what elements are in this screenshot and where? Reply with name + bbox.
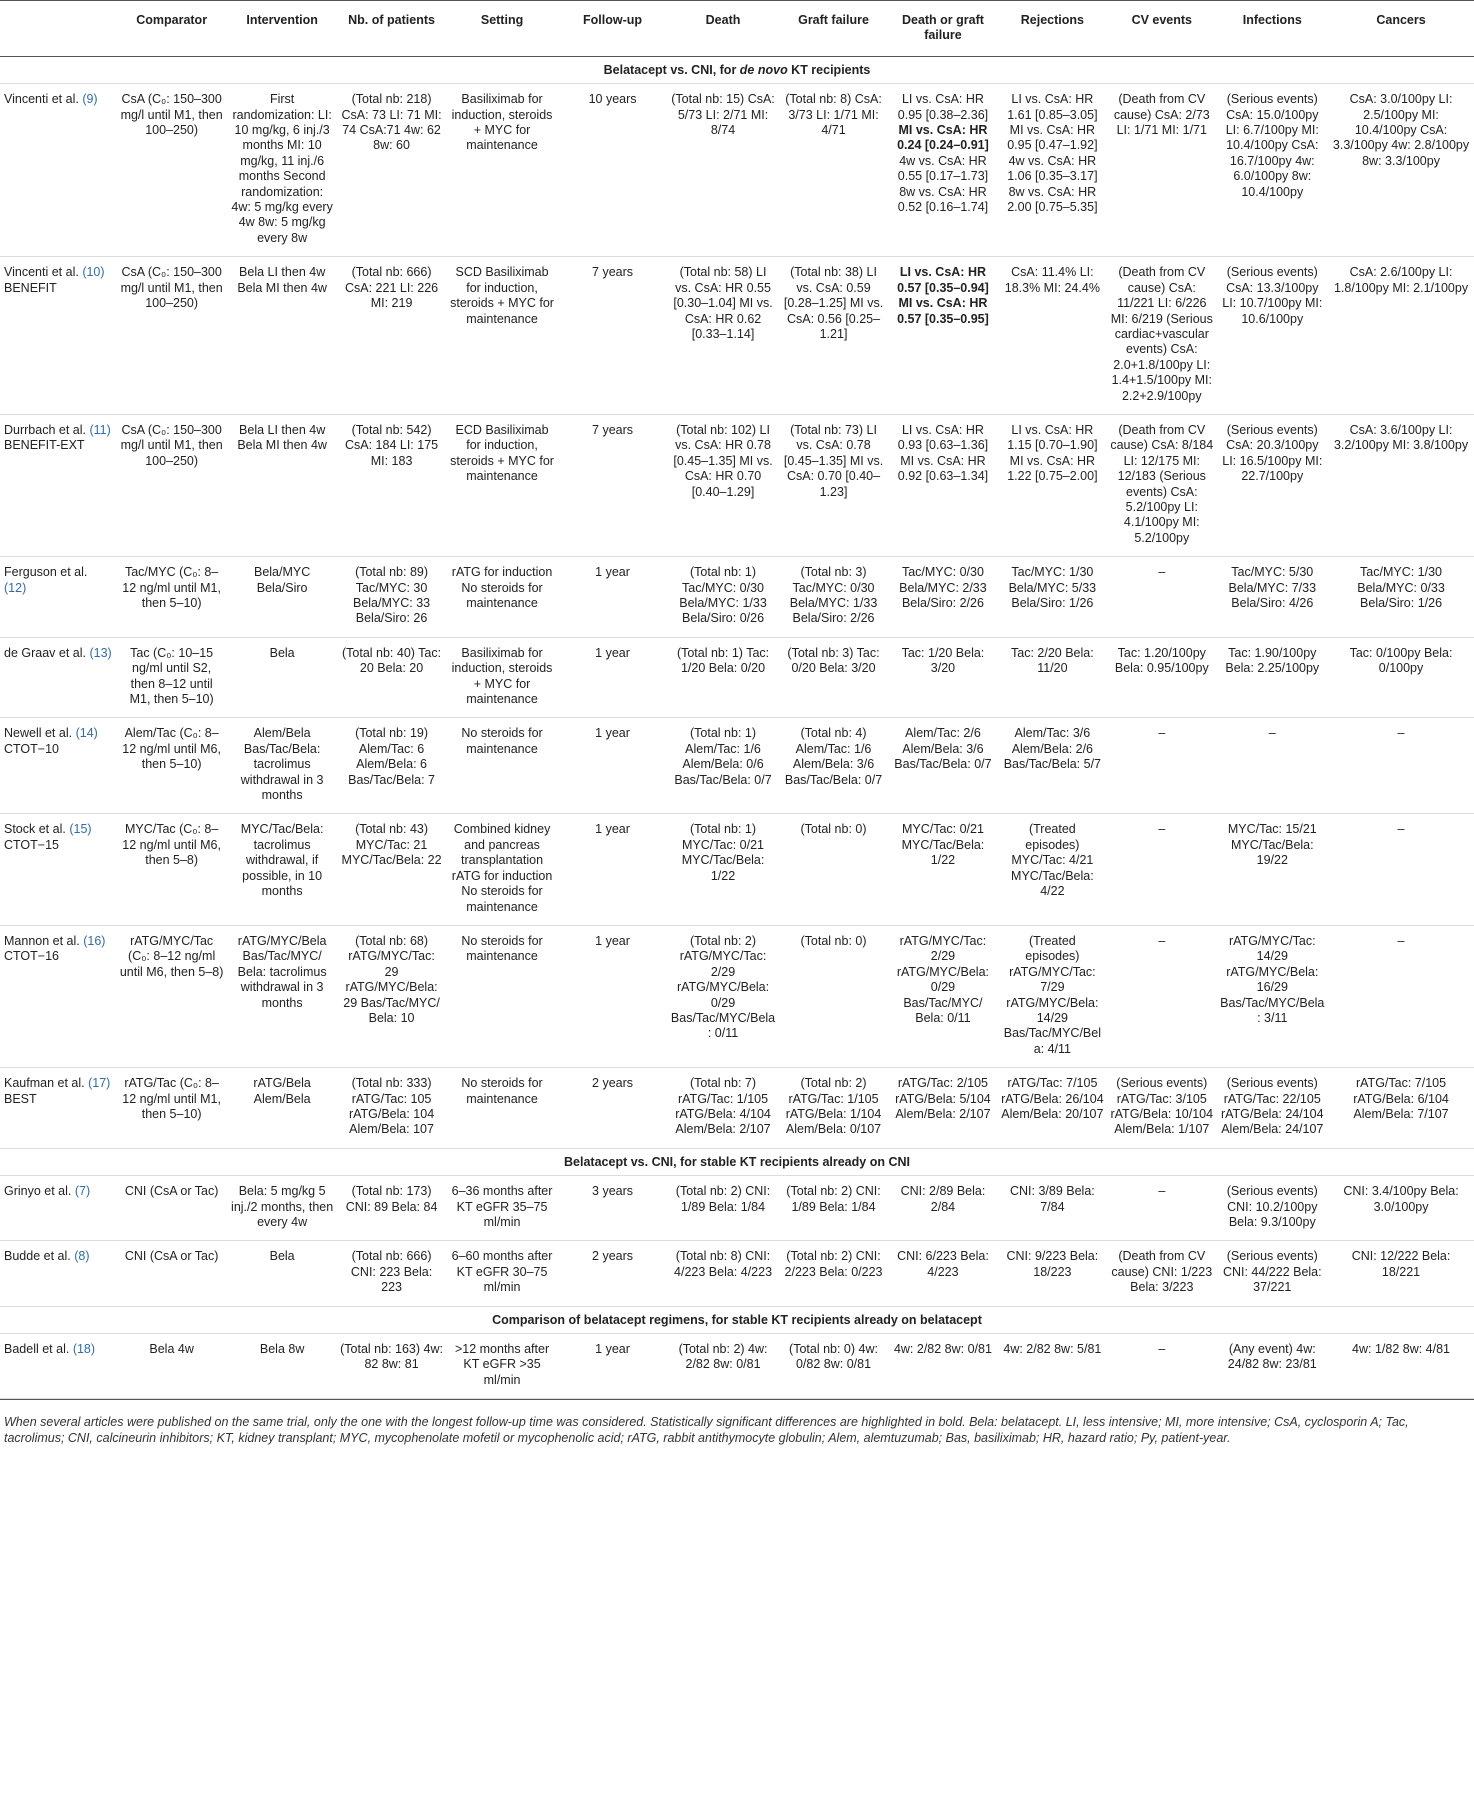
- trial-name: BEST: [4, 1091, 37, 1106]
- follow-up-cell: 1 year: [558, 925, 667, 1067]
- study-cell: [0, 637, 116, 718]
- rejections-cell: Alem/Tac: 3/6 Alem/Bela: 2/6 Bas/Tac/Bela: 5/7: [998, 718, 1107, 814]
- section-title: [0, 1148, 1474, 1175]
- cv-events-cell: Tac: 1.20/100py Bela: 0.95/100py: [1107, 637, 1216, 718]
- reference-link[interactable]: (9): [82, 92, 98, 107]
- follow-up-cell: 1 year: [558, 814, 667, 925]
- death-cell: (Total nb: 102) LI vs. CsA: HR 0.78 [0.45–1.35] MI vs. CsA: HR 0.70 [0.40–1.29]: [667, 414, 779, 556]
- table-row: [0, 925, 1474, 1067]
- reference-link[interactable]: (7): [74, 1184, 91, 1199]
- setting-cell: No steroids for maintenance: [446, 718, 558, 814]
- patients-cell: (Total nb: 40) Tac: 20 Bela: 20: [337, 637, 446, 718]
- cv-events-cell: (Death from CV cause) CNI: 1/223 Bela: 3/223: [1107, 1241, 1216, 1306]
- study-author: Badell et al.: [4, 1342, 70, 1357]
- intervention-cell: Alem/Bela Bas/Tac/Bela: tacrolimus withdrawal in 3 months: [227, 718, 336, 814]
- graft-failure-cell: (Total nb: 0): [779, 925, 888, 1067]
- cancers-cell: CNI: 3.4/100py Bela: 3.0/100py: [1328, 1176, 1474, 1241]
- follow-up-cell: 1 year: [558, 718, 667, 814]
- death-or-graft-failure-cell: Tac: 1/20 Bela: 3/20: [888, 637, 997, 718]
- death-or-graft-failure-cell: Tac/MYC: 0/30 Bela/MYC: 2/33 Bela/Siro: 2/26: [888, 557, 997, 638]
- cv-events-cell: (Serious events) rATG/Tac: 3/105 rATG/Bela: 10/104 Alem/Bela: 1/107: [1107, 1068, 1216, 1149]
- death-or-graft-failure-cell: MYC/Tac: 0/21 MYC/Tac/Bela: 1/22: [888, 814, 997, 925]
- header-comparator: Comparator: [116, 1, 228, 57]
- rejections-cell: (Treated episodes) rATG/MYC/Tac: 7/29 rATG/MYC/Bela: 14/29 Bas/Tac/MYC/Bela: 4/11: [998, 925, 1107, 1067]
- comparator-cell: rATG/Tac (C₀: 8–12 ng/ml until M1, then 5–10): [116, 1068, 228, 1149]
- reference-link[interactable]: (18): [72, 1342, 96, 1357]
- section-header-row: [0, 1306, 1474, 1333]
- rejections-cell: CsA: 11.4% LI: 18.3% MI: 24.4%: [998, 257, 1107, 415]
- cancers-cell: –: [1328, 718, 1474, 814]
- table-row: [0, 1176, 1474, 1241]
- rejections-cell: Tac: 2/20 Bela: 11/20: [998, 637, 1107, 718]
- header-cancers: Cancers: [1328, 1, 1474, 57]
- graft-failure-cell: (Total nb: 4) Alem/Tac: 1/6 Alem/Bela: 3/6 Bas/Tac/Bela: 0/7: [779, 718, 888, 814]
- trial-name: CTOT−16: [4, 949, 59, 964]
- follow-up-cell: 3 years: [558, 1176, 667, 1241]
- section-title-italic: de novo: [739, 62, 788, 77]
- rejections-cell: Tac/MYC: 1/30 Bela/MYC: 5/33 Bela/Siro: 1/26: [998, 557, 1107, 638]
- study-cell: [0, 1334, 116, 1399]
- graft-failure-cell: (Total nb: 2) CNI: 2/223 Bela: 0/223: [779, 1241, 888, 1306]
- follow-up-cell: 7 years: [558, 257, 667, 415]
- follow-up-cell: 2 years: [558, 1068, 667, 1149]
- infections-cell: (Any event) 4w: 24/82 8w: 23/81: [1217, 1334, 1329, 1399]
- cancers-cell: CsA: 3.6/100py LI: 3.2/100py MI: 3.8/100py: [1328, 414, 1474, 556]
- cancers-cell: Tac: 0/100py Bela: 0/100py: [1328, 637, 1474, 718]
- study-cell: [0, 1176, 116, 1241]
- section-title: [0, 1306, 1474, 1333]
- death-or-graft-failure-cell: [888, 257, 997, 415]
- study-cell: [0, 257, 116, 415]
- patients-cell: (Total nb: 43) MYC/Tac: 21 MYC/Tac/Bela: 22: [337, 814, 446, 925]
- death-cell: (Total nb: 1) MYC/Tac: 0/21 MYC/Tac/Bela: 1/22: [667, 814, 779, 925]
- reference-link[interactable]: (12): [4, 580, 27, 595]
- comparator-cell: Bela 4w: [116, 1334, 228, 1399]
- header-cv-events: CV events: [1107, 1, 1216, 57]
- reference-link[interactable]: (11): [89, 422, 111, 437]
- section-title: [0, 56, 1474, 83]
- reference-link[interactable]: (16): [83, 933, 106, 948]
- follow-up-cell: 1 year: [558, 557, 667, 638]
- cv-events-cell: –: [1107, 925, 1216, 1067]
- setting-cell: ECD Basiliximab for induction, steroids + MYC for maintenance: [446, 414, 558, 556]
- intervention-cell: Bela 8w: [227, 1334, 336, 1399]
- patients-cell: (Total nb: 68) rATG/MYC/Tac: 29 rATG/MYC/Bela: 29 Bas/Tac/MYC/ Bela: 10: [337, 925, 446, 1067]
- setting-cell: 6–60 months after KT eGFR 30–75 ml/min: [446, 1241, 558, 1306]
- death-cell: (Total nb: 2) CNI: 1/89 Bela: 1/84: [667, 1176, 779, 1241]
- intervention-cell: rATG/MYC/Bela Bas/Tac/MYC/ Bela: tacrolimus withdrawal in 3 months: [227, 925, 336, 1067]
- header-graft-failure: Graft failure: [779, 1, 888, 57]
- cancers-cell: Tac/MYC: 1/30 Bela/MYC: 0/33 Bela/Siro: 1/26: [1328, 557, 1474, 638]
- death-or-graft-failure-cell: Alem/Tac: 2/6 Alem/Bela: 3/6 Bas/Tac/Bela: 0/7: [888, 718, 997, 814]
- cancers-cell: CNI: 12/222 Bela: 18/221: [1328, 1241, 1474, 1306]
- graft-failure-cell: (Total nb: 2) CNI: 1/89 Bela: 1/84: [779, 1176, 888, 1241]
- setting-cell: Basiliximab for induction, steroids + MYC for maintenance: [446, 637, 558, 718]
- study-author: Stock et al.: [4, 822, 66, 837]
- section-title-text: Belatacept vs. CNI, for: [603, 62, 740, 77]
- table-footnote: When several articles were published on the same trial, only the one with the longest follow-up time was considered. Statistically significant differences are highlighted in bold. Bela: belatacept. LI, less intensive; MI, more intensive; CsA, cyclosporin A; Tac, tacrolimus; CNI, calcineurin inhibitors; KT, kidney transplant; MYC, mycophenolate mofetil or mycophenolic acid; rATG, rabbit antithymocyte globulin; Alem, alemtuzumab; Bas, basiliximab; HR, hazard ratio; Py, patient-year.: [0, 1399, 1474, 1446]
- rejections-cell: (Treated episodes) MYC/Tac: 4/21 MYC/Tac/Bela: 4/22: [998, 814, 1107, 925]
- rejections-cell: LI vs. CsA: HR 1.15 [0.70–1.90] MI vs. CsA: HR 1.22 [0.75–2.00]: [998, 414, 1107, 556]
- rejections-cell: CNI: 3/89 Bela: 7/84: [998, 1176, 1107, 1241]
- cancers-cell: CsA: 3.0/100py LI: 2.5/100py MI: 10.4/100py CsA: 3.3/100py 4w: 2.8/100py 8w: 3.3/100py: [1328, 84, 1474, 257]
- patients-cell: (Total nb: 218) CsA: 73 LI: 71 MI: 74 CsA:71 4w: 62 8w: 60: [337, 84, 446, 257]
- infections-cell: Tac: 1.90/100py Bela: 2.25/100py: [1217, 637, 1329, 718]
- death-or-graft-failure-cell: [888, 84, 997, 257]
- cv-events-cell: (Death from CV cause) CsA: 8/184 LI: 12/175 MI: 12/183 (Serious events) CsA: 5.2/100py LI: 4.1/100py MI: 5.2/100py: [1107, 414, 1216, 556]
- reference-link[interactable]: (14): [75, 726, 98, 741]
- patients-cell: (Total nb: 333) rATG/Tac: 105 rATG/Bela: 104 Alem/Bela: 107: [337, 1068, 446, 1149]
- cv-events-cell: (Death from CV cause) CsA: 2/73 LI: 1/71 MI: 1/71: [1107, 84, 1216, 257]
- table-row: [0, 257, 1474, 415]
- study-author: Grinyo et al.: [4, 1184, 72, 1199]
- infections-cell: (Serious events) CsA: 20.3/100py LI: 16.5/100py MI: 22.7/100py: [1217, 414, 1329, 556]
- table-row: [0, 557, 1474, 638]
- cv-events-cell: –: [1107, 718, 1216, 814]
- reference-link[interactable]: (17): [88, 1076, 111, 1091]
- infections-cell: rATG/MYC/Tac: 14/29 rATG/MYC/Bela: 16/29 Bas/Tac/MYC/Bela: 3/11: [1217, 925, 1329, 1067]
- cancers-cell: –: [1328, 814, 1474, 925]
- comparator-cell: CNI (CsA or Tac): [116, 1176, 228, 1241]
- infections-cell: –: [1217, 718, 1329, 814]
- table-row: [0, 1241, 1474, 1306]
- header-death-or-graft-failure: Death or graft failure: [888, 1, 997, 57]
- graft-failure-cell: (Total nb: 38) LI vs. CsA: 0.59 [0.28–1.25] MI vs. CsA: 0.56 [0.25–1.21]: [779, 257, 888, 415]
- study-author: Durrbach et al.: [4, 422, 86, 437]
- section-title-text: Belatacept vs. CNI, for stable KT recipients already on CNI: [564, 1154, 910, 1169]
- graft-failure-cell: (Total nb: 0) 4w: 0/82 8w: 0/81: [779, 1334, 888, 1399]
- infections-cell: (Serious events) CNI: 10.2/100py Bela: 9.3/100py: [1217, 1176, 1329, 1241]
- death-cell: (Total nb: 1) Tac/MYC: 0/30 Bela/MYC: 1/33 Bela/Siro: 0/26: [667, 557, 779, 638]
- setting-cell: rATG for induction No steroids for maintenance: [446, 557, 558, 638]
- cv-events-cell: –: [1107, 1334, 1216, 1399]
- infections-cell: Tac/MYC: 5/30 Bela/MYC: 7/33 Bela/Siro: 4/26: [1217, 557, 1329, 638]
- death-cell: (Total nb: 15) CsA: 5/73 LI: 2/71 MI: 8/74: [667, 84, 779, 257]
- intervention-cell: Bela: [227, 1241, 336, 1306]
- intervention-cell: MYC/Tac/Bela: tacrolimus withdrawal, if possible, in 10 months: [227, 814, 336, 925]
- follow-up-cell: 10 years: [558, 84, 667, 257]
- reference-link[interactable]: (15): [69, 822, 92, 837]
- section-header-row: [0, 1148, 1474, 1175]
- comparator-cell: Alem/Tac (C₀: 8–12 ng/ml until M6, then 5–10): [116, 718, 228, 814]
- trial-name: BENEFIT: [4, 280, 57, 295]
- cancers-cell: CsA: 2.6/100py LI: 1.8/100py MI: 2.1/100py: [1328, 257, 1474, 415]
- rejections-cell: rATG/Tac: 7/105 rATG/Bela: 26/104 Alem/Bela: 20/107: [998, 1068, 1107, 1149]
- intervention-cell: Bela: [227, 637, 336, 718]
- header-patients: Nb. of patients: [337, 1, 446, 57]
- cv-events-cell: –: [1107, 814, 1216, 925]
- graft-failure-cell: (Total nb: 3) Tac/MYC: 0/30 Bela/MYC: 1/33 Bela/Siro: 2/26: [779, 557, 888, 638]
- table-row: [0, 814, 1474, 925]
- comparator-cell: CsA (C₀: 150–300 mg/l until M1, then 100–250): [116, 84, 228, 257]
- setting-cell: No steroids for maintenance: [446, 1068, 558, 1149]
- trial-name: BENEFIT-EXT: [4, 438, 85, 453]
- death-cell: (Total nb: 7) rATG/Tac: 1/105 rATG/Bela: 4/104 Alem/Bela: 2/107: [667, 1068, 779, 1149]
- infections-cell: (Serious events) CNI: 44/222 Bela: 37/221: [1217, 1241, 1329, 1306]
- section-header-row: [0, 56, 1474, 83]
- patients-cell: (Total nb: 666) CNI: 223 Bela: 223: [337, 1241, 446, 1306]
- header-row: [0, 1, 1474, 57]
- table-body: [0, 56, 1474, 1398]
- cancers-cell: rATG/Tac: 7/105 rATG/Bela: 6/104 Alem/Bela: 7/107: [1328, 1068, 1474, 1149]
- reference-link[interactable]: (8): [74, 1249, 90, 1264]
- death-cell: (Total nb: 2) 4w: 2/82 8w: 0/81: [667, 1334, 779, 1399]
- comparator-cell: Tac (C₀: 10–15 ng/ml until S2, then 8–12 until M1, then 5–10): [116, 637, 228, 718]
- hr-segment: LI vs. CsA: HR 0.95 [0.38–2.36]: [897, 92, 989, 122]
- study-author: Vincenti et al.: [4, 265, 79, 280]
- setting-cell: >12 months after KT eGFR >35 ml/min: [446, 1334, 558, 1399]
- table-row: [0, 414, 1474, 556]
- death-cell: (Total nb: 1) Tac: 1/20 Bela: 0/20: [667, 637, 779, 718]
- death-or-graft-failure-cell: rATG/Tac: 2/105 rATG/Bela: 5/104 Alem/Bela: 2/107: [888, 1068, 997, 1149]
- study-author: Vincenti et al.: [4, 92, 79, 107]
- patients-cell: (Total nb: 89) Tac/MYC: 30 Bela/MYC: 33 Bela/Siro: 26: [337, 557, 446, 638]
- study-author: Budde et al.: [4, 1249, 71, 1264]
- cv-events-cell: –: [1107, 557, 1216, 638]
- infections-cell: (Serious events) rATG/Tac: 22/105 rATG/Bela: 24/104 Alem/Bela: 24/107: [1217, 1068, 1329, 1149]
- infections-cell: (Serious events) CsA: 15.0/100py LI: 6.7/100py MI: 10.4/100py CsA: 16.7/100py 4w: 6.0/100py 8w: 10.4/100py: [1217, 84, 1329, 257]
- hr-segment: MI vs. CsA: HR 0.24 [0.24–0.91]: [897, 123, 989, 153]
- setting-cell: Combined kidney and pancreas transplantation rATG for induction No steroids for maintenance: [446, 814, 558, 925]
- patients-cell: (Total nb: 19) Alem/Tac: 6 Alem/Bela: 6 Bas/Tac/Bela: 7: [337, 718, 446, 814]
- follow-up-cell: 2 years: [558, 1241, 667, 1306]
- table-row: [0, 1068, 1474, 1149]
- follow-up-cell: 1 year: [558, 637, 667, 718]
- setting-cell: Basiliximab for induction, steroids + MYC for maintenance: [446, 84, 558, 257]
- study-cell: [0, 814, 116, 925]
- death-or-graft-failure-cell: CNI: 6/223 Bela: 4/223: [888, 1241, 997, 1306]
- table-row: [0, 637, 1474, 718]
- follow-up-cell: 7 years: [558, 414, 667, 556]
- death-or-graft-failure-cell: 4w: 2/82 8w: 0/81: [888, 1334, 997, 1399]
- cancers-cell: 4w: 1/82 8w: 4/81: [1328, 1334, 1474, 1399]
- comparator-cell: Tac/MYC (C₀: 8–12 ng/ml until M1, then 5–10): [116, 557, 228, 638]
- cv-events-cell: –: [1107, 1176, 1216, 1241]
- comparator-cell: CNI (CsA or Tac): [116, 1241, 228, 1306]
- patients-cell: (Total nb: 173) CNI: 89 Bela: 84: [337, 1176, 446, 1241]
- hr-segment: LI vs. CsA: HR 0.57 [0.35–0.94] MI vs. CsA: HR 0.57 [0.35–0.95]: [897, 265, 989, 326]
- patients-cell: (Total nb: 163) 4w: 82 8w: 81: [337, 1334, 446, 1399]
- graft-failure-cell: (Total nb: 0): [779, 814, 888, 925]
- graft-failure-cell: (Total nb: 73) LI vs. CsA: 0.78 [0.45–1.35] MI vs. CsA: 0.70 [0.40–1.23]: [779, 414, 888, 556]
- table-row: [0, 718, 1474, 814]
- death-or-graft-failure-cell: rATG/MYC/Tac: 2/29 rATG/MYC/Bela: 0/29 Bas/Tac/MYC/ Bela: 0/11: [888, 925, 997, 1067]
- comparator-cell: MYC/Tac (C₀: 8–12 ng/ml until M6, then 5–8): [116, 814, 228, 925]
- rejections-cell: CNI: 9/223 Bela: 18/223: [998, 1241, 1107, 1306]
- setting-cell: 6–36 months after KT eGFR 35–75 ml/min: [446, 1176, 558, 1241]
- graft-failure-cell: (Total nb: 2) rATG/Tac: 1/105 rATG/Bela: 1/104 Alem/Bela: 0/107: [779, 1068, 888, 1149]
- patients-cell: (Total nb: 666) CsA: 221 LI: 226 MI: 219: [337, 257, 446, 415]
- study-author: Ferguson et al.: [4, 565, 88, 580]
- header-infections: Infections: [1217, 1, 1329, 57]
- study-cell: [0, 1068, 116, 1149]
- graft-failure-cell: (Total nb: 8) CsA: 3/73 LI: 1/71 MI: 4/71: [779, 84, 888, 257]
- intervention-cell: Bela: 5 mg/kg 5 inj./2 months, then every 4w: [227, 1176, 336, 1241]
- study-cell: [0, 718, 116, 814]
- table-row: [0, 84, 1474, 257]
- setting-cell: No steroids for maintenance: [446, 925, 558, 1067]
- infections-cell: MYC/Tac: 15/21 MYC/Tac/Bela: 19/22: [1217, 814, 1329, 925]
- study-cell: [0, 414, 116, 556]
- header-follow-up: Follow-up: [558, 1, 667, 57]
- study-author: Mannon et al.: [4, 933, 80, 948]
- comparator-cell: CsA (C₀: 150–300 mg/l until M1, then 100–250): [116, 414, 228, 556]
- intervention-cell: Bela LI then 4w Bela MI then 4w: [227, 257, 336, 415]
- intervention-cell: First randomization: LI: 10 mg/kg, 6 inj./3 months MI: 10 mg/kg, 11 inj./6 months Second randomization: 4w: 5 mg/kg every 4w 8w: 5 mg/kg every 8w: [227, 84, 336, 257]
- header-rejections: Rejections: [998, 1, 1107, 57]
- death-cell: (Total nb: 2) rATG/MYC/Tac: 2/29 rATG/MYC/Bela: 0/29 Bas/Tac/MYC/Bela: 0/11: [667, 925, 779, 1067]
- study-author: Newell et al.: [4, 726, 73, 741]
- header-setting: Setting: [446, 1, 558, 57]
- cv-events-cell: (Death from CV cause) CsA: 11/221 LI: 6/226 MI: 6/219 (Serious cardiac+vascular events) CsA: 2.0+1.8/100py LI: 1.4+1.5/100py MI: 2.2+2.9/100py: [1107, 257, 1216, 415]
- rejections-cell: LI vs. CsA: HR 1.61 [0.85–3.05] MI vs. CsA: HR 0.95 [0.47–1.92] 4w vs. CsA: HR 1.06 [0.35–3.17] 8w vs. CsA: HR 2.00 [0.75–5.35]: [998, 84, 1107, 257]
- study-cell: [0, 557, 116, 638]
- study-author: de Graav et al.: [4, 645, 86, 660]
- comparator-cell: rATG/MYC/Tac (C₀: 8–12 ng/ml until M6, then 5–8): [116, 925, 228, 1067]
- intervention-cell: rATG/Bela Alem/Bela: [227, 1068, 336, 1149]
- trial-name: CTOT−15: [4, 837, 59, 852]
- reference-link[interactable]: (10): [82, 265, 105, 280]
- death-or-graft-failure-cell: CNI: 2/89 Bela: 2/84: [888, 1176, 997, 1241]
- follow-up-cell: 1 year: [558, 1334, 667, 1399]
- death-cell: (Total nb: 58) LI vs. CsA: HR 0.55 [0.30–1.04] MI vs. CsA: HR 0.62 [0.33–1.14]: [667, 257, 779, 415]
- intervention-cell: Bela/MYC Bela/Siro: [227, 557, 336, 638]
- study-cell: [0, 84, 116, 257]
- table-row: [0, 1334, 1474, 1399]
- header-death: Death: [667, 1, 779, 57]
- death-cell: (Total nb: 8) CNI: 4/223 Bela: 4/223: [667, 1241, 779, 1306]
- study-cell: [0, 925, 116, 1067]
- comparator-cell: CsA (C₀: 150–300 mg/l until M1, then 100–250): [116, 257, 228, 415]
- death-cell: (Total nb: 1) Alem/Tac: 1/6 Alem/Bela: 0/6 Bas/Tac/Bela: 0/7: [667, 718, 779, 814]
- reference-link[interactable]: (13): [89, 645, 112, 660]
- header-study: [0, 1, 116, 57]
- hr-segment: 4w vs. CsA: HR 0.55 [0.17–1.73] 8w vs. CsA: HR 0.52 [0.16–1.74]: [897, 153, 989, 215]
- graft-failure-cell: (Total nb: 3) Tac: 0/20 Bela: 3/20: [779, 637, 888, 718]
- section-title-tail: KT recipients: [787, 62, 871, 77]
- study-cell: [0, 1241, 116, 1306]
- patients-cell: (Total nb: 542) CsA: 184 LI: 175 MI: 183: [337, 414, 446, 556]
- intervention-cell: Bela LI then 4w Bela MI then 4w: [227, 414, 336, 556]
- study-author: Kaufman et al.: [4, 1076, 85, 1091]
- header-intervention: Intervention: [227, 1, 336, 57]
- setting-cell: SCD Basiliximab for induction, steroids + MYC for maintenance: [446, 257, 558, 415]
- death-or-graft-failure-cell: LI vs. CsA: HR 0.93 [0.63–1.36] MI vs. CsA: HR 0.92 [0.63–1.34]: [888, 414, 997, 556]
- cancers-cell: –: [1328, 925, 1474, 1067]
- section-title-text: Comparison of belatacept regimens, for stable KT recipients already on belatacept: [492, 1312, 982, 1327]
- trial-name: CTOT−10: [4, 741, 59, 756]
- rejections-cell: 4w: 2/82 8w: 5/81: [998, 1334, 1107, 1399]
- infections-cell: (Serious events) CsA: 13.3/100py LI: 10.7/100py MI: 10.6/100py: [1217, 257, 1329, 415]
